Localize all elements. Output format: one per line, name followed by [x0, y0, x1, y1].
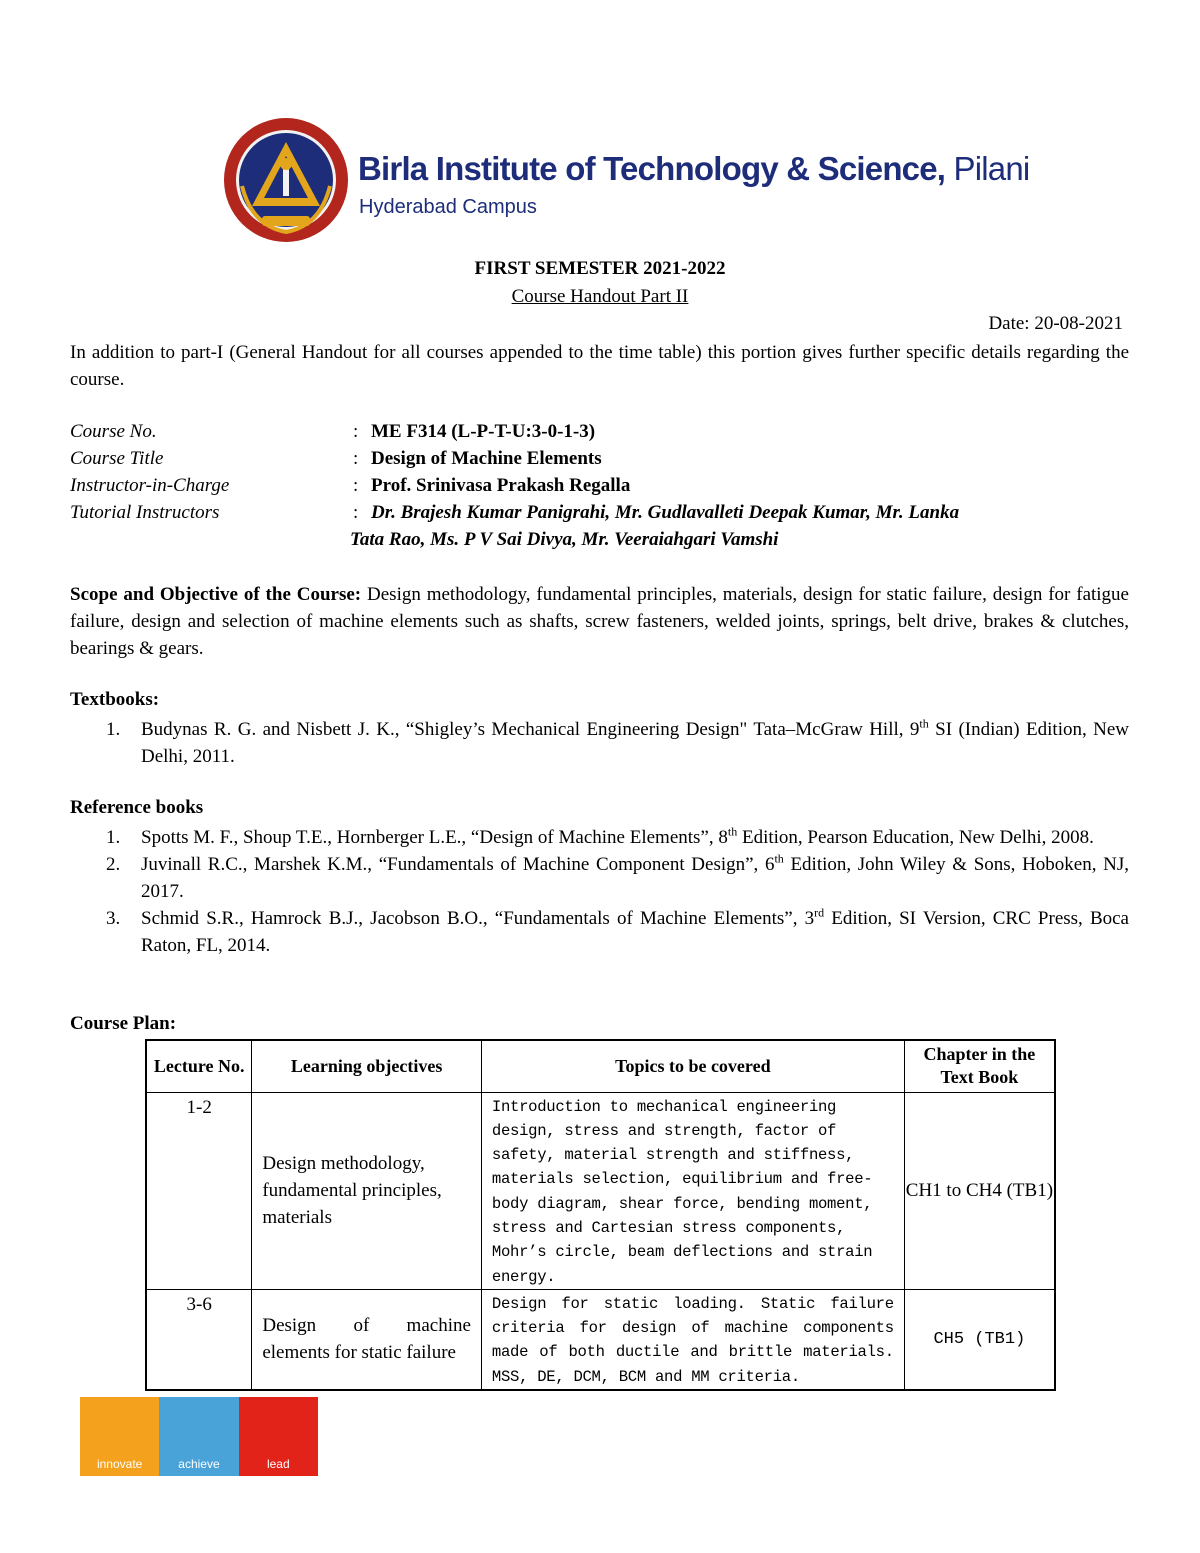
tutorial-instructors-value-cont: Tata Rao, Ms. P V Sai Divya, Mr. Veeraiahgari Vamshi — [350, 529, 779, 550]
course-number-label: Course No. — [70, 421, 157, 442]
footer-box-lead: lead — [239, 1397, 318, 1476]
scope-text: Design methodology, fundamental principles, materials, design for static failure, design for fatigue failure, design and selection of machine elements such as shafts, screw fasteners, welded joints, springs, belt drive, brakes & clutches, bearings & gears. — [70, 584, 1129, 659]
handout-date: Date: 20-08-2021 — [988, 313, 1123, 334]
handout-subtitle: Course Handout Part II — [511, 286, 689, 307]
objective-cell: Design methodology, fundamental principles, materials — [252, 1092, 482, 1289]
list-item: 2. Juvinall R.C., Marshek K.M., “Fundamentals of Machine Component Design”, 6th Edition, John Wiley & Sons, Hoboken, NJ, 2017. — [106, 851, 1130, 902]
lecture-cell: 1-2 — [146, 1092, 252, 1289]
footer-box-innovate: innovate — [80, 1397, 159, 1476]
col-header-chapter: Chapter in the Text Book — [904, 1040, 1055, 1092]
course-title-label: Course Title — [70, 448, 164, 469]
instructor-row: Instructor-in-Charge : Prof. Srinivasa Prakash Regalla — [70, 472, 1130, 499]
table-header-row — [146, 1040, 1055, 1092]
topics-cell: Design for static loading. Static failure criteria for design of machine components made of both ductile and brittle materials. MSS, DE, DCM, BCM and MM criteria. — [481, 1289, 904, 1390]
course-number-row: Course No. : ME F314 (L-P-T-U:3-0-1-3) — [70, 418, 1130, 445]
chapter-cell: CH1 to CH4 (TB1) — [904, 1092, 1055, 1289]
list-item: 1. Spotts M. F., Shoup T.E., Hornberger L.E., “Design of Machine Elements”, 8th Edition, Pearson Education, New Delhi, 2008. — [106, 824, 1094, 848]
footer-box-achieve: achieve — [159, 1397, 238, 1476]
intro-paragraph: In addition to part-I (General Handout for all courses appended to the time table) this portion gives further specific details regarding the course. — [70, 342, 1129, 390]
course-info — [70, 418, 1130, 550]
scope-paragraph — [70, 581, 1129, 662]
institute-seal-logo — [222, 116, 350, 244]
semester-title: FIRST SEMESTER 2021-2022 — [474, 258, 726, 279]
table-row — [146, 1289, 1055, 1390]
innovate-achieve-lead-logo — [80, 1397, 318, 1476]
course-title-row: Course Title : Design of Machine Elements — [70, 445, 1130, 472]
objective-cell: Design of machine elements for static failure — [252, 1289, 482, 1390]
institute-header — [222, 112, 1030, 252]
table-row — [146, 1092, 1055, 1289]
course-plan-heading: Course Plan: — [70, 1013, 177, 1034]
topics-cell: Introduction to mechanical engineering design, stress and strength, factor of safety, material strength and stiffness, materials selection, equilibrium and free-body diagram, shear force, bending moment, stress and Cartesian stress components, Mohr’s circle, beam deflections and strain energy. — [481, 1092, 904, 1289]
instructor-label: Instructor-in-Charge — [70, 475, 230, 496]
list-item: 1. Budynas R. G. and Nisbett J. K., “Shigley’s Mechanical Engineering Design" Tata–McGraw Hill, 9th SI (Indian) Edition, New Delhi, 2011. — [106, 716, 1130, 767]
lecture-cell: 3-6 — [146, 1289, 252, 1390]
campus-name: Hyderabad Campus — [359, 196, 537, 218]
course-title-value: Design of Machine Elements — [371, 448, 602, 469]
scope-label: Scope and Objective of the Course: — [70, 584, 362, 605]
textbooks-heading: Textbooks: — [70, 689, 160, 710]
tutorial-instructors-value: Dr. Brajesh Kumar Panigrahi, Mr. Gudlavalleti Deepak Kumar, Mr. Lanka — [371, 502, 960, 523]
col-header-objectives: Learning objectives — [252, 1040, 482, 1092]
col-header-lecture: Lecture No. — [146, 1040, 252, 1092]
chapter-cell: CH5 (TB1) — [904, 1289, 1055, 1390]
reference-books-heading: Reference books — [70, 797, 204, 818]
textbooks-list — [70, 716, 1129, 770]
reference-books-list — [70, 824, 1129, 959]
course-number-value: ME F314 (L-P-T-U:3-0-1-3) — [371, 421, 596, 442]
institute-name: Birla Institute of Technology & Science, Pilani — [358, 150, 1030, 187]
tutorial-instructors-row: Tutorial Instructors : Dr. Brajesh Kumar Panigrahi, Mr. Gudlavalleti Deepak Kumar, Mr. Lanka Tata Rao, Ms. P V Sai Divya, Mr. Veeraiahgari Vamshi — [70, 499, 1130, 526]
course-plan-table — [145, 1039, 1056, 1391]
instructor-value: Prof. Srinivasa Prakash Regalla — [371, 475, 631, 496]
tutorial-instructors-label: Tutorial Instructors — [70, 502, 220, 523]
list-item: 3. Schmid S.R., Hamrock B.J., Jacobson B.O., “Fundamentals of Machine Elements”, 3rd Edition, SI Version, CRC Press, Boca Raton, FL, 2014. — [106, 905, 1129, 956]
col-header-topics: Topics to be covered — [481, 1040, 904, 1092]
